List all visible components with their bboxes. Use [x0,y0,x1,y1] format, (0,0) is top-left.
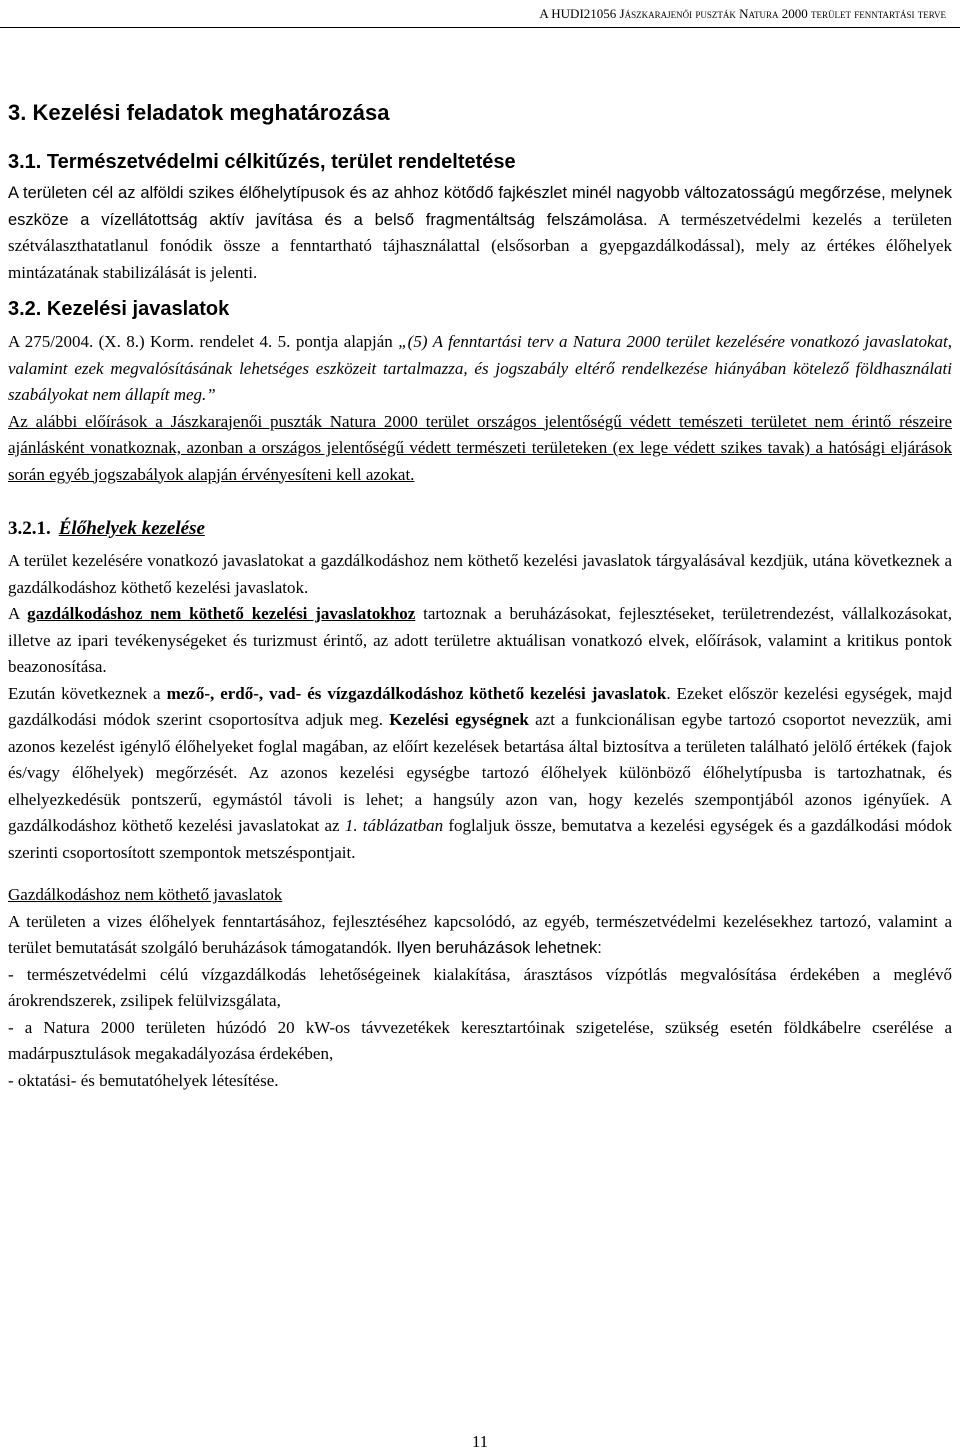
section-3-1-paragraph [8,180,952,286]
habitat-p3-a: Ezután következnek a [8,683,167,703]
running-header [0,0,960,28]
non-farming-paragraph [8,909,952,962]
header-title: Jászkarajenői puszták Natura 2000 terület fenntartási terve [619,6,946,21]
law-reference-paragraph [8,329,952,409]
section-3-2-title: 3.2. Kezelési javaslatok [8,298,230,320]
law-reference: A 275/2004. (X. 8.) Korm. rendelet 4. 5. pontja alapján [8,332,399,351]
habitat-paragraph-1: A terület kezelésére vonatkozó javaslatokat a gazdálkodáshoz nem köthető kezelési javaslatok tárgyalásával kezdjük, utána következnek a gazdálkodáshoz köthető kezelési javaslatok. [8,551,952,597]
habitat-p2-bold: gazdálkodáshoz nem köthető kezelési javaslatokhoz [27,604,416,623]
underlined-note [8,409,952,489]
habitat-p3-bold-2: Kezelési egységnek [389,710,529,729]
law-quote: „(5) A fenntartási terv a Natura 2000 terület kezelésére vonatkozó javaslatokat, valamint ezek megvalósításának lehetséges eszközeit tartalmazza, és jogszabály eltérő rendelkezése hiányában kötelező földhasználati szabályokat nem állapít meg.” [8,332,952,404]
table-reference: 1. táblázatban [344,816,444,835]
list-item-3: - oktatási- és bemutatóhelyek létesítése. [8,1070,279,1090]
section-3-2-1-heading: Élőhelyek kezelése [58,518,205,539]
habitat-p3-bold: mező-, erdő-, vad- és vízgazdálkodáshoz köthető kezelési javaslatok [166,683,667,703]
page-number: 11 [471,1432,489,1451]
non-farming-title-line [8,882,952,909]
document-body [8,100,952,1094]
section-3-1-text-a: A területen cél az alföldi szikes élőhelytípusok és az ahhoz kötődő fajkészlet minél nagyobb változatosságú megőrzése, melynek eszköze a vízellátottság aktív javítása és a belső fragmentáltság felszámolása. [8,184,952,229]
non-farming-p1: A területen a vizes élőhelyek fenntartásához, fejlesztéséhez kapcsolódó, az egyéb, természetvédelmi kezelésekhez tartozó, valamint a terület bemutatását szolgáló beruházások támogatandók. [8,911,952,957]
underlined-note-text: Az alábbi előírások a Jászkarajenői puszták Natura 2000 terület országos jelentőségű védett temészeti területet nem érintő részeire ajánlásként vonatkoznak, azonban a országos jelentőségű védett természeti területeken (ex lege védett szikes tavak) a hatósági eljárások során egyéb jogszabályok alapján érvényesíteni kell azokat. [8,411,952,484]
section-3-1-title: 3.1. Természetvédelmi célkitűzés, terület rendeltetése [8,151,516,173]
non-farming-title: Gazdálkodáshoz nem köthető javaslatok [8,885,283,904]
habitat-paragraph-2 [8,601,952,681]
non-farming-p1b: Ilyen beruházások lehetnek: [391,939,602,957]
spacer [8,866,952,882]
habitat-p3-c: azt a funkcionálisan egybe tartozó csoportot nevezzük, ami azonos kezelést igénylő élőhelyeket foglal magában, az előírt kezelések betartása által biztosítva a területen található jelölő értékek (fajok és/vagy élőhelyek) megőrzését. Az azonos kezelési egységbe tartozó élőhelyek különböző élőhelytípusba is tartozhatnak, és elhelyezkedésük pontszerű, egymástól távoli is lehet; a hangsúly azon van, hogy kezelés szempontjából azonos igényűek. A gazdálkodáshoz köthető kezelési javaslatokat az [8,710,952,835]
habitat-p3-b: . Ezeket először kezelési egységek, majd gazdálkodási módok szerint csoportosítva adjuk meg. [8,683,952,729]
list-item-2: - a Natura 2000 területen húzódó 20 kW-os távvezetékek keresztartóinak szigetelése, szükség esetén földkábelre cserélése a madárpusztulások megakadályozása érdekében, [8,1017,952,1063]
list-item-1: - természetvédelmi célú vízgazdálkodás lehetőségeinek kialakítása, árasztásos vízpótlás megvalósítása érdekében a meglévő árokrendszerek, zsilipek felülvizsgálata, [8,964,952,1010]
habitat-p2-a: A [8,604,28,623]
section-3-1-text-b: A természetvédelmi kezelés a területen szétválaszthatatlanul fonódik össze a fenntartható tájhasználattal (elsősorban a gyepgazdálkodással), mely az értékes élőhelyek mintázatának stabilizálását is jelenti. [8,209,952,282]
habitat-p3-d: foglaljuk össze, bemutatva a kezelési egységek és a gazdálkodási módok szerinti csoportosított szempontok metszéspontjait. [8,816,952,862]
habitat-p2-b: tartoznak a beruházásokat, fejlesztéseket, területrendezést, vállalkozásokat, illetve az ipari tevékenységeket és turizmust érintő, az adott területre aktuálisan vonatkozó elvek, előírások, valamint a kritikus pontok beazonosítása. [8,604,953,676]
header-prefix: A HUDI21056 [539,6,620,21]
section-3-2-1-number: 3.2.1. [8,518,51,539]
section-3-title: 3. Kezelési feladatok meghatározása [8,100,390,125]
section-3-2-1-title [8,518,952,540]
habitat-paragraph-3 [8,681,952,867]
